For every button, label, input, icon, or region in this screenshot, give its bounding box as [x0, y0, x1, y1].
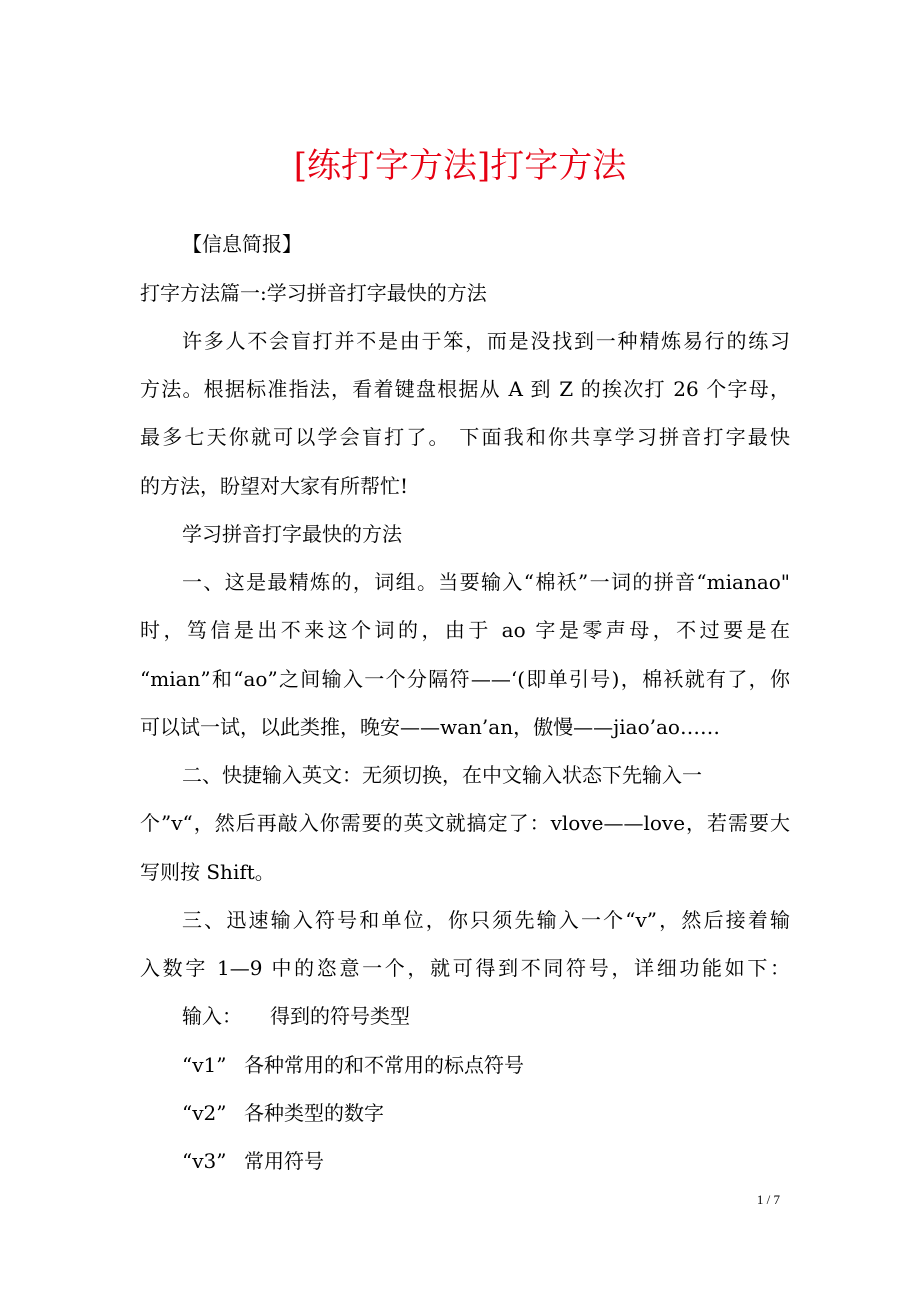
table-cell-desc: 各种常用的和不常用的标点符号 — [244, 1053, 524, 1077]
subheading: 学习拼音打字最快的方法 — [182, 522, 402, 546]
paragraph-line: 最多七天你就可以学会盲打了。 下面我和你共享学习拼音打字最快 — [140, 425, 790, 449]
paragraph-line: 写则按 Shift。 — [140, 860, 275, 884]
table-header-result: 得到的符号类型 — [270, 1004, 410, 1028]
table-cell-input: “v3” — [182, 1149, 227, 1173]
table-cell-input: “v1” — [182, 1053, 227, 1077]
section-label: 【信息简报】 — [182, 232, 302, 256]
paragraph-line: 可以试一试，以此类推，晚安——wan’an，傲慢——jiao’ao…… — [140, 715, 720, 739]
paragraph-line: 的方法，盼望对大家有所帮忙! — [140, 474, 409, 498]
symbol-table-row — [182, 1050, 524, 1080]
paragraph-line: 一、这是最精炼的，词组。当要输入“棉袄”一词的拼音“mianao" — [182, 570, 790, 594]
table-header-input: 输入： — [182, 1004, 242, 1028]
paragraph-line: 二、快捷输入英文：无须切换，在中文输入状态下先输入一 — [182, 763, 702, 787]
paragraph-line: 许多人不会盲打并不是由于笨，而是没找到一种精炼易行的练习 — [182, 329, 790, 353]
page-number: 1 / 7 — [756, 1192, 780, 1207]
symbol-table-header — [182, 1001, 410, 1031]
paragraph-line: 时，笃信是出不来这个词的，由于 ao 字是零声母，不过要是在 — [140, 618, 790, 642]
symbol-table-row — [182, 1098, 384, 1128]
table-cell-desc: 常用符号 — [244, 1149, 324, 1173]
document-title: [练打字方法]打字方法 — [293, 146, 627, 186]
table-cell-input: “v2” — [182, 1101, 227, 1125]
paragraph-line: 入数字 1—9 中的恣意一个，就可得到不同符号，详细功能如下： — [140, 956, 790, 980]
symbol-table-row — [182, 1146, 324, 1176]
table-cell-desc: 各种类型的数字 — [244, 1101, 384, 1125]
paragraph-line: 方法。根据标准指法，看着键盘根据从 A 到 Z 的挨次打 26 个字母， — [140, 377, 790, 401]
article-heading: 打字方法篇一:学习拼音打字最快的方法 — [140, 281, 487, 305]
paragraph-line: “mian”和“ao”之间输入一个分隔符——‘(即单引号)，棉袄就有了，你 — [140, 667, 790, 691]
paragraph-line: 个”v“，然后再敲入你需要的英文就搞定了：vlove——love，若需要大 — [140, 811, 790, 835]
paragraph-line: 三、迅速输入符号和单位，你只须先输入一个“v”，然后接着输 — [182, 908, 790, 932]
